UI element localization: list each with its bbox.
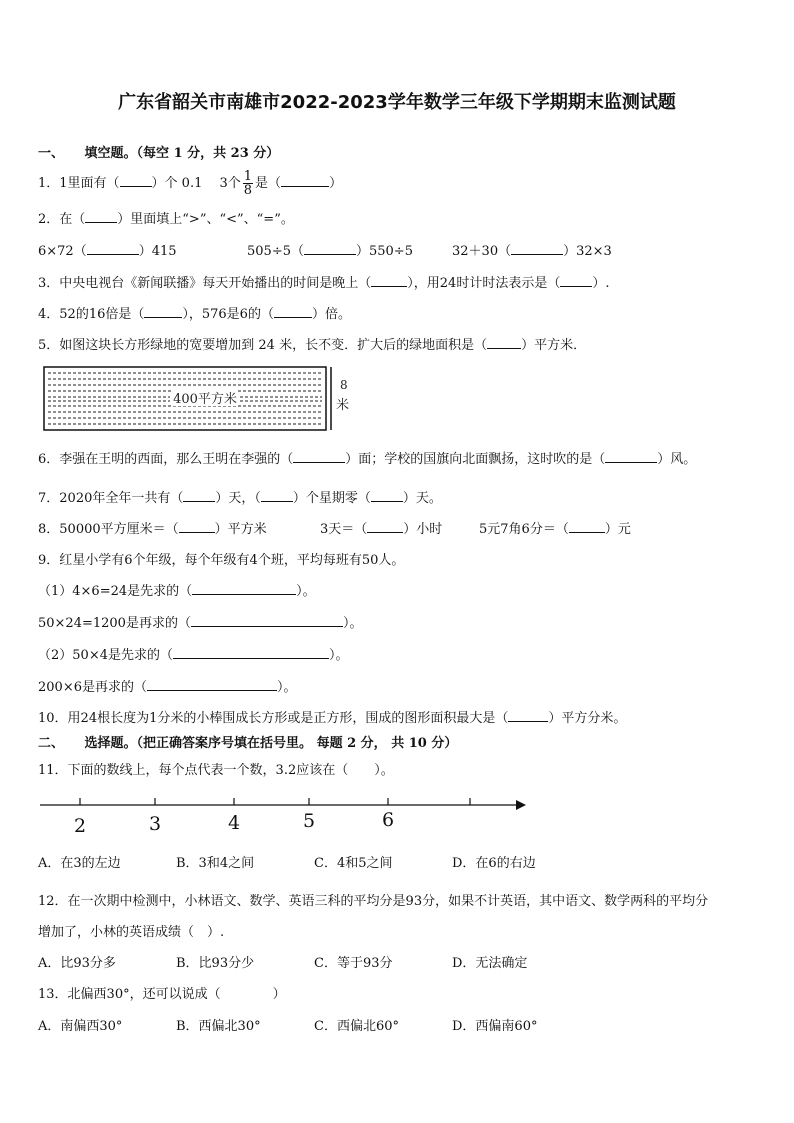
q11-option-a[interactable]: A．在3的左边 bbox=[38, 856, 121, 871]
q4-text-b: ），576是6的（ bbox=[182, 307, 274, 322]
q9-line-text: ）。 bbox=[276, 680, 297, 695]
q9-line-1 bbox=[38, 580, 316, 599]
q2-item-text: ）415 bbox=[138, 244, 177, 259]
q5-text-b: ）平方米． bbox=[521, 338, 587, 353]
answer-blank[interactable] bbox=[560, 275, 592, 287]
q3-text-a: 3．中央电视台《新闻联播》每天开始播出的时间是晚上（ bbox=[38, 276, 372, 291]
section-heading-fill-blank bbox=[38, 142, 279, 161]
question-7 bbox=[38, 487, 442, 506]
side-label-unit: 米 bbox=[336, 398, 350, 413]
answer-blank[interactable] bbox=[85, 211, 117, 223]
number-line bbox=[38, 790, 538, 838]
q2-item-text: 6×72（ bbox=[38, 244, 87, 259]
q9-line-text: （2）50×4是先求的（ bbox=[38, 648, 173, 663]
answer-blank[interactable] bbox=[371, 490, 403, 502]
question-4 bbox=[38, 303, 351, 322]
q2-item-1 bbox=[38, 240, 177, 259]
q2-item-text: 32＋30（ bbox=[452, 244, 512, 259]
fraction bbox=[243, 170, 253, 197]
q6-text-a: 6．李强在王明的西面，那么王明在李强的（ bbox=[38, 452, 294, 467]
answer-blank[interactable] bbox=[367, 521, 403, 533]
answer-blank[interactable] bbox=[293, 451, 345, 463]
section-number: 二、 bbox=[38, 736, 65, 751]
q3-text-c: ）. bbox=[592, 276, 610, 291]
q4-text-a: 4．52的16倍是（ bbox=[38, 307, 145, 322]
q3-text-b: ），用24时计时法表示是（ bbox=[407, 276, 561, 291]
q9-line-2 bbox=[38, 612, 362, 631]
question-13: 13．北偏西30°，还可以说成（ ） bbox=[38, 987, 286, 1002]
tick-label: 4 bbox=[227, 812, 241, 834]
answer-blank[interactable] bbox=[274, 306, 312, 318]
fraction-numerator: 1 bbox=[243, 169, 253, 184]
answer-blank[interactable] bbox=[173, 647, 329, 659]
answer-blank[interactable] bbox=[144, 306, 182, 318]
q9-line-text: 50×24=1200是再求的（ bbox=[38, 616, 191, 631]
q6-text-b: ）面；学校的国旗向北面飘扬，这时吹的是（ bbox=[345, 452, 606, 467]
q9-line-text: 200×6是再求的（ bbox=[38, 680, 147, 695]
section-label: 选择题。（把正确答案序号填在括号里。 每题 2 分， 共 10 分） bbox=[84, 736, 458, 751]
q8-text-c: 3天＝（ bbox=[320, 522, 368, 537]
q9-line-text: （1）4×6=24是先求的（ bbox=[38, 584, 193, 599]
q11-option-c[interactable]: C．4和5之间 bbox=[314, 856, 393, 871]
side-label-number: 8 bbox=[340, 378, 348, 392]
q4-text-c: ）倍。 bbox=[311, 307, 351, 322]
q12-option-c[interactable]: C．等于93分 bbox=[314, 956, 393, 971]
answer-blank[interactable] bbox=[192, 583, 296, 595]
answer-blank[interactable] bbox=[281, 175, 329, 187]
q13-option-d[interactable]: D．西偏南60° bbox=[452, 1019, 538, 1034]
q13-option-a[interactable]: A．南偏西30° bbox=[38, 1019, 123, 1034]
section-label: 填空题。（每空 1 分，共 23 分） bbox=[84, 146, 280, 161]
question-1 bbox=[38, 170, 342, 197]
question-12-line-1: 12．在一次期中检测中，小林语文、数学、英语三科的平均分是93分，如果不计英语，其中语文、数学两科的平均分 bbox=[38, 894, 709, 909]
answer-blank[interactable] bbox=[605, 451, 657, 463]
q11-option-b[interactable]: B．3和4之间 bbox=[176, 856, 255, 871]
q7-text-d: ）天。 bbox=[402, 491, 442, 506]
question-6 bbox=[38, 448, 696, 467]
q2-text-a: 2．在（ bbox=[38, 212, 86, 227]
question-11: 11．下面的数线上，每个点代表一个数，3.2应该在（ ）。 bbox=[38, 763, 394, 778]
q9-line-4 bbox=[38, 676, 297, 695]
q1-text-a: 1．1里面有（ bbox=[38, 176, 120, 191]
question-3 bbox=[38, 272, 609, 291]
question-8-part-1 bbox=[38, 518, 267, 537]
section-heading-multiple-choice bbox=[38, 732, 457, 751]
answer-blank[interactable] bbox=[179, 521, 215, 533]
q13-option-c[interactable]: C．西偏北60° bbox=[314, 1019, 399, 1034]
q8-text-a: 8．50000平方厘米＝（ bbox=[38, 522, 179, 537]
q11-option-d[interactable]: D．在6的右边 bbox=[452, 856, 536, 871]
answer-blank[interactable] bbox=[191, 615, 343, 627]
q9-line-text: ）。 bbox=[296, 584, 316, 599]
q1-text-d: ） bbox=[329, 176, 343, 191]
question-8-part-2 bbox=[320, 518, 442, 537]
q10-text-b: ）平方分米。 bbox=[548, 711, 627, 726]
q12-option-a[interactable]: A．比93分多 bbox=[38, 956, 116, 971]
q5-text-a: 5．如图这块长方形绿地的宽要增加到 24 米，长不变．扩大后的绿地面积是（ bbox=[38, 338, 488, 353]
q7-text-b: ）天，（ bbox=[215, 491, 261, 506]
answer-blank[interactable] bbox=[183, 490, 215, 502]
q13-option-b[interactable]: B．西偏北30° bbox=[176, 1019, 261, 1034]
q1-text-c: 是（ bbox=[255, 176, 282, 191]
q8-text-d: ）小时 bbox=[403, 522, 443, 537]
q2-item-text: ）32×3 bbox=[563, 244, 612, 259]
q6-text-c: ）风。 bbox=[657, 452, 697, 467]
q2-text-b: ）里面填上“>”、“<”、“=”。 bbox=[117, 212, 294, 227]
answer-blank[interactable] bbox=[508, 710, 548, 722]
q12-option-d[interactable]: D．无法确定 bbox=[452, 956, 528, 971]
rectangle-lawn-figure bbox=[40, 362, 360, 436]
q2-item-3 bbox=[452, 240, 612, 259]
answer-blank[interactable] bbox=[511, 243, 563, 255]
fraction-denominator: 8 bbox=[243, 183, 253, 198]
q2-item-text: 505÷5（ bbox=[247, 244, 304, 259]
question-10 bbox=[38, 707, 626, 726]
answer-blank[interactable] bbox=[371, 275, 407, 287]
q2-item-2 bbox=[247, 240, 413, 259]
q8-text-e: 5元7角6分＝（ bbox=[479, 522, 569, 537]
answer-blank[interactable] bbox=[304, 243, 356, 255]
q8-text-b: ）平方米 bbox=[214, 522, 267, 537]
q9-line-3 bbox=[38, 644, 349, 663]
q12-option-b[interactable]: B．比93分少 bbox=[176, 956, 255, 971]
tick-label: 6 bbox=[381, 809, 395, 831]
section-number: 一、 bbox=[38, 146, 65, 161]
page-title: 广东省韶关市南雄市2022-2023学年数学三年级下学期期末监测试题 bbox=[118, 92, 676, 113]
answer-blank[interactable] bbox=[120, 175, 152, 187]
q7-text-a: 7．2020年全年一共有（ bbox=[38, 491, 184, 506]
question-2 bbox=[38, 208, 294, 227]
q9-line-text: ）。 bbox=[328, 648, 349, 663]
question-8-part-3 bbox=[479, 518, 631, 537]
question-5 bbox=[38, 334, 586, 353]
question-9: 9．红星小学有6个年级，每个年级有4个班，平均每班有50人。 bbox=[38, 553, 405, 568]
answer-blank[interactable] bbox=[87, 243, 139, 255]
answer-blank[interactable] bbox=[569, 521, 605, 533]
tick-label: 2 bbox=[73, 815, 87, 837]
answer-blank[interactable] bbox=[487, 337, 521, 349]
area-label: 400平方米 bbox=[173, 392, 237, 407]
q7-text-c: ）个星期零（ bbox=[292, 491, 371, 506]
answer-blank[interactable] bbox=[261, 490, 293, 502]
q10-text-a: 10．用24根长度为1分米的小棒围成长方形或是正方形，围成的图形面积最大是（ bbox=[38, 711, 509, 726]
answer-blank[interactable] bbox=[147, 679, 277, 691]
q9-line-text: ）。 bbox=[342, 616, 363, 631]
tick-label: 5 bbox=[302, 810, 316, 832]
q8-text-f: ）元 bbox=[604, 522, 631, 537]
q2-item-text: ）550÷5 bbox=[355, 244, 413, 259]
q1-text-b: ）个 0.1 3个 bbox=[151, 176, 241, 191]
question-12-line-2: 增加了，小林的英语成绩（ ）. bbox=[38, 925, 225, 940]
tick-label: 3 bbox=[148, 813, 162, 835]
arrow-right-icon bbox=[516, 800, 526, 810]
